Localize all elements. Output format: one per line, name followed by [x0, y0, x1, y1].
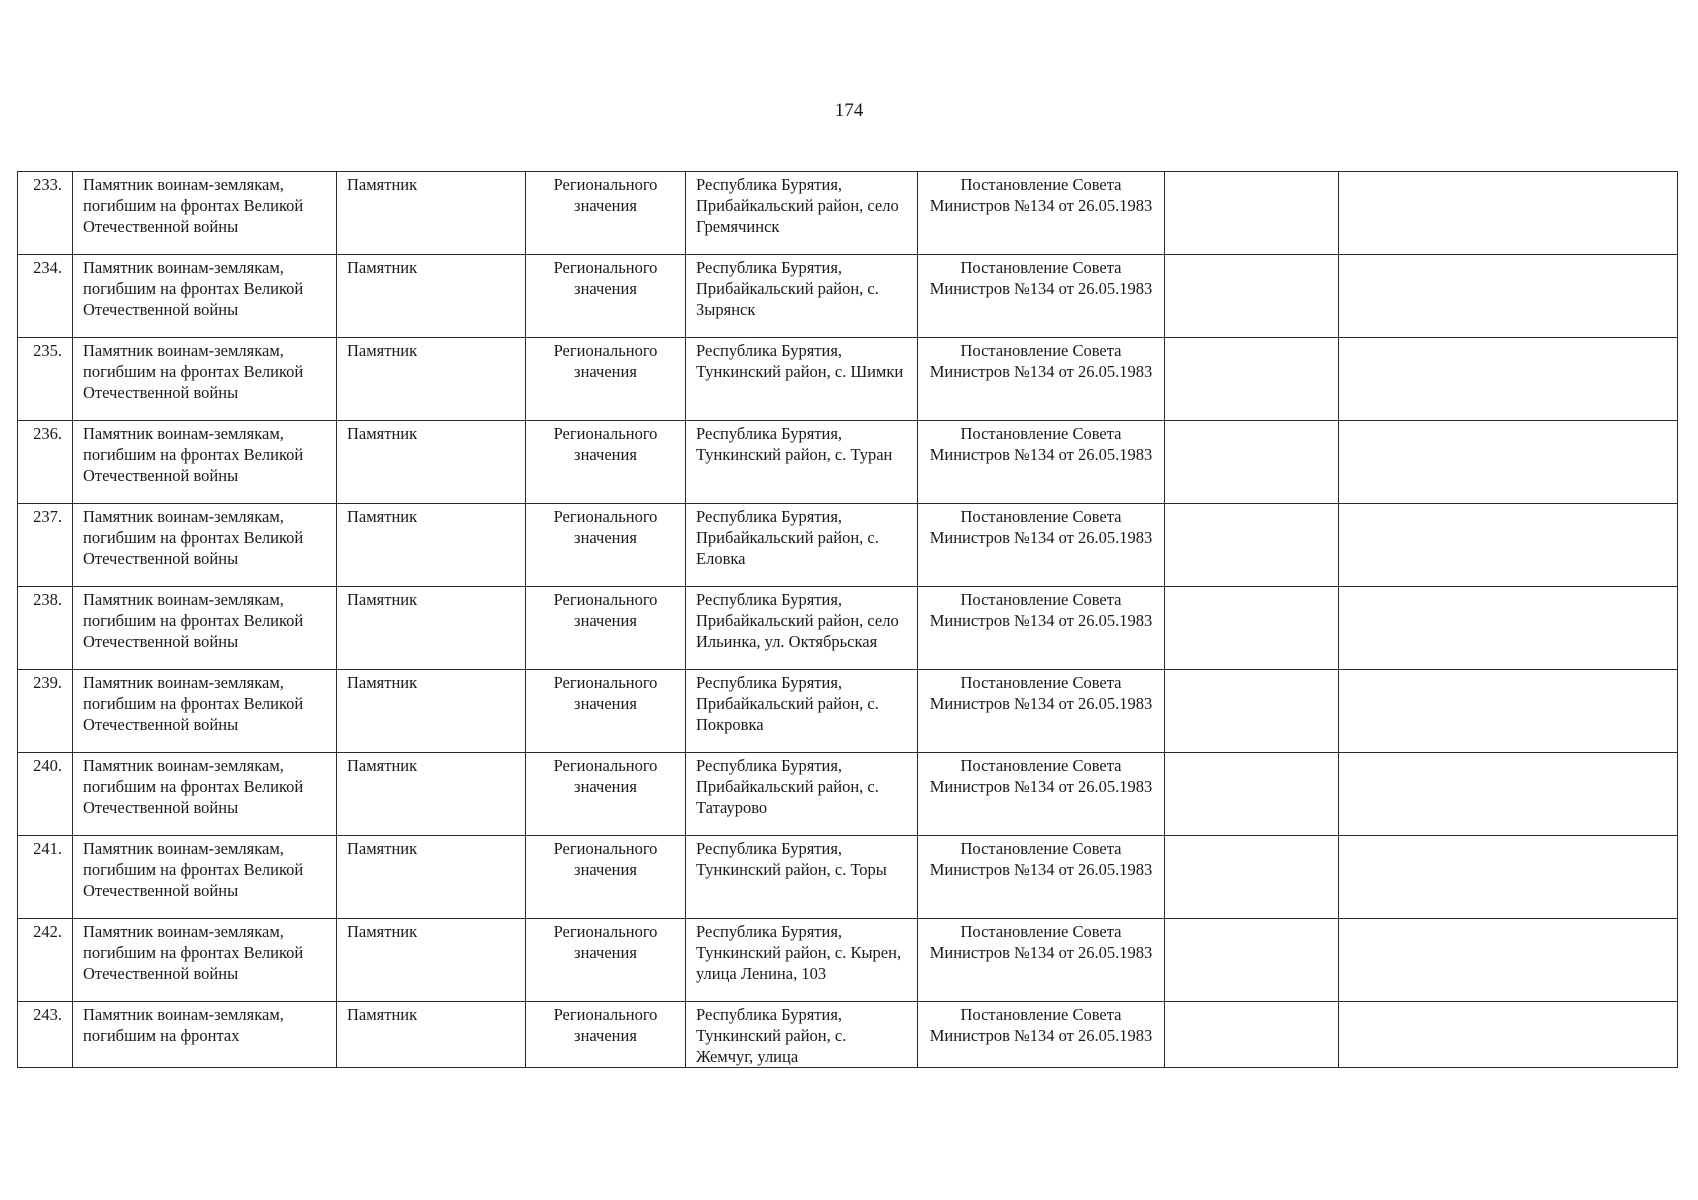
row-number: 243. — [18, 1002, 73, 1068]
monument-name: Памятник воинам-землякам, погибшим на фронтах Великой Отечественной войны — [73, 255, 337, 338]
table-row — [18, 421, 1678, 504]
monument-type: Памятник — [337, 338, 526, 421]
monument-category: Регионального значения — [526, 670, 686, 753]
monument-category: Регионального значения — [526, 338, 686, 421]
empty-cell-7 — [1165, 1002, 1339, 1068]
decree-document: Постановление Совета Министров №134 от 26.05.1983 — [918, 255, 1165, 338]
decree-document: Постановление Совета Министров №134 от 26.05.1983 — [918, 172, 1165, 255]
table-row — [18, 338, 1678, 421]
empty-cell-8 — [1339, 836, 1678, 919]
monument-category: Регионального значения — [526, 836, 686, 919]
monument-type: Памятник — [337, 587, 526, 670]
decree-document: Постановление Совета Министров №134 от 26.05.1983 — [918, 1002, 1165, 1068]
empty-cell-7 — [1165, 421, 1339, 504]
monument-location: Республика Бурятия, Тункинский район, с. Кырен, улица Ленина, 103 — [686, 919, 918, 1002]
empty-cell-7 — [1165, 504, 1339, 587]
decree-document: Постановление Совета Министров №134 от 26.05.1983 — [918, 753, 1165, 836]
monument-category: Регионального значения — [526, 172, 686, 255]
table-row — [18, 919, 1678, 1002]
empty-cell-8 — [1339, 919, 1678, 1002]
monument-location: Республика Бурятия, Прибайкальский район, с. Татаурово — [686, 753, 918, 836]
monument-name: Памятник воинам-землякам, погибшим на фронтах Великой Отечественной войны — [73, 753, 337, 836]
monument-type: Памятник — [337, 670, 526, 753]
monument-location: Республика Бурятия, Тункинский район, с. Жемчуг, улица — [686, 1002, 918, 1068]
empty-cell-8 — [1339, 1002, 1678, 1068]
empty-cell-8 — [1339, 172, 1678, 255]
monument-category: Регионального значения — [526, 753, 686, 836]
table-body — [18, 172, 1678, 1068]
table-row — [18, 172, 1678, 255]
row-number: 236. — [18, 421, 73, 504]
table-row — [18, 255, 1678, 338]
row-number: 238. — [18, 587, 73, 670]
empty-cell-7 — [1165, 753, 1339, 836]
monument-type: Памятник — [337, 1002, 526, 1068]
table-row — [18, 587, 1678, 670]
decree-document: Постановление Совета Министров №134 от 26.05.1983 — [918, 587, 1165, 670]
row-number: 233. — [18, 172, 73, 255]
monuments-table — [17, 171, 1678, 1068]
row-number: 241. — [18, 836, 73, 919]
monument-name: Памятник воинам-землякам, погибшим на фронтах Великой Отечественной войны — [73, 836, 337, 919]
monument-name: Памятник воинам-землякам, погибшим на фронтах Великой Отечественной войны — [73, 172, 337, 255]
table-row — [18, 1002, 1678, 1068]
monument-location: Республика Бурятия, Прибайкальский район, с. Зырянск — [686, 255, 918, 338]
monument-category: Регионального значения — [526, 919, 686, 1002]
empty-cell-7 — [1165, 338, 1339, 421]
table-row — [18, 504, 1678, 587]
monument-category: Регионального значения — [526, 504, 686, 587]
decree-document: Постановление Совета Министров №134 от 26.05.1983 — [918, 670, 1165, 753]
row-number: 240. — [18, 753, 73, 836]
monument-name: Памятник воинам-землякам, погибшим на фронтах Великой Отечественной войны — [73, 587, 337, 670]
monument-category: Регионального значения — [526, 255, 686, 338]
decree-document: Постановление Совета Министров №134 от 26.05.1983 — [918, 836, 1165, 919]
row-number: 234. — [18, 255, 73, 338]
table-row — [18, 753, 1678, 836]
empty-cell-8 — [1339, 670, 1678, 753]
empty-cell-8 — [1339, 587, 1678, 670]
monument-name: Памятник воинам-землякам, погибшим на фронтах — [73, 1002, 337, 1068]
monument-location: Республика Бурятия, Прибайкальский район, село Гремячинск — [686, 172, 918, 255]
row-number: 235. — [18, 338, 73, 421]
decree-document: Постановление Совета Министров №134 от 26.05.1983 — [918, 919, 1165, 1002]
empty-cell-8 — [1339, 504, 1678, 587]
empty-cell-7 — [1165, 587, 1339, 670]
monument-name: Памятник воинам-землякам, погибшим на фронтах Великой Отечественной войны — [73, 919, 337, 1002]
row-number: 237. — [18, 504, 73, 587]
monument-name: Памятник воинам-землякам, погибшим на фронтах Великой Отечественной войны — [73, 670, 337, 753]
monument-location: Республика Бурятия, Тункинский район, с. Шимки — [686, 338, 918, 421]
empty-cell-7 — [1165, 919, 1339, 1002]
monument-type: Памятник — [337, 172, 526, 255]
monument-type: Памятник — [337, 255, 526, 338]
table-row — [18, 670, 1678, 753]
empty-cell-8 — [1339, 255, 1678, 338]
empty-cell-7 — [1165, 836, 1339, 919]
empty-cell-7 — [1165, 670, 1339, 753]
monument-name: Памятник воинам-землякам, погибшим на фронтах Великой Отечественной войны — [73, 421, 337, 504]
decree-document: Постановление Совета Министров №134 от 26.05.1983 — [918, 504, 1165, 587]
monument-type: Памятник — [337, 504, 526, 587]
row-number: 239. — [18, 670, 73, 753]
monument-location: Республика Бурятия, Прибайкальский район, с. Покровка — [686, 670, 918, 753]
monument-location: Республика Бурятия, Тункинский район, с. Торы — [686, 836, 918, 919]
empty-cell-8 — [1339, 753, 1678, 836]
decree-document: Постановление Совета Министров №134 от 26.05.1983 — [918, 338, 1165, 421]
monument-name: Памятник воинам-землякам, погибшим на фронтах Великой Отечественной войны — [73, 338, 337, 421]
monument-type: Памятник — [337, 836, 526, 919]
monument-type: Памятник — [337, 421, 526, 504]
decree-document: Постановление Совета Министров №134 от 26.05.1983 — [918, 421, 1165, 504]
empty-cell-7 — [1165, 255, 1339, 338]
monument-type: Памятник — [337, 753, 526, 836]
monument-type: Памятник — [337, 919, 526, 1002]
row-number: 242. — [18, 919, 73, 1002]
page-number: 174 — [834, 100, 864, 121]
monument-location: Республика Бурятия, Тункинский район, с. Туран — [686, 421, 918, 504]
monument-location: Республика Бурятия, Прибайкальский район, село Ильинка, ул. Октябрьская — [686, 587, 918, 670]
empty-cell-7 — [1165, 172, 1339, 255]
monument-category: Регионального значения — [526, 421, 686, 504]
monument-category: Регионального значения — [526, 587, 686, 670]
monument-category: Регионального значения — [526, 1002, 686, 1068]
empty-cell-8 — [1339, 421, 1678, 504]
empty-cell-8 — [1339, 338, 1678, 421]
table-row — [18, 836, 1678, 919]
monument-location: Республика Бурятия, Прибайкальский район, с. Еловка — [686, 504, 918, 587]
monument-name: Памятник воинам-землякам, погибшим на фронтах Великой Отечественной войны — [73, 504, 337, 587]
